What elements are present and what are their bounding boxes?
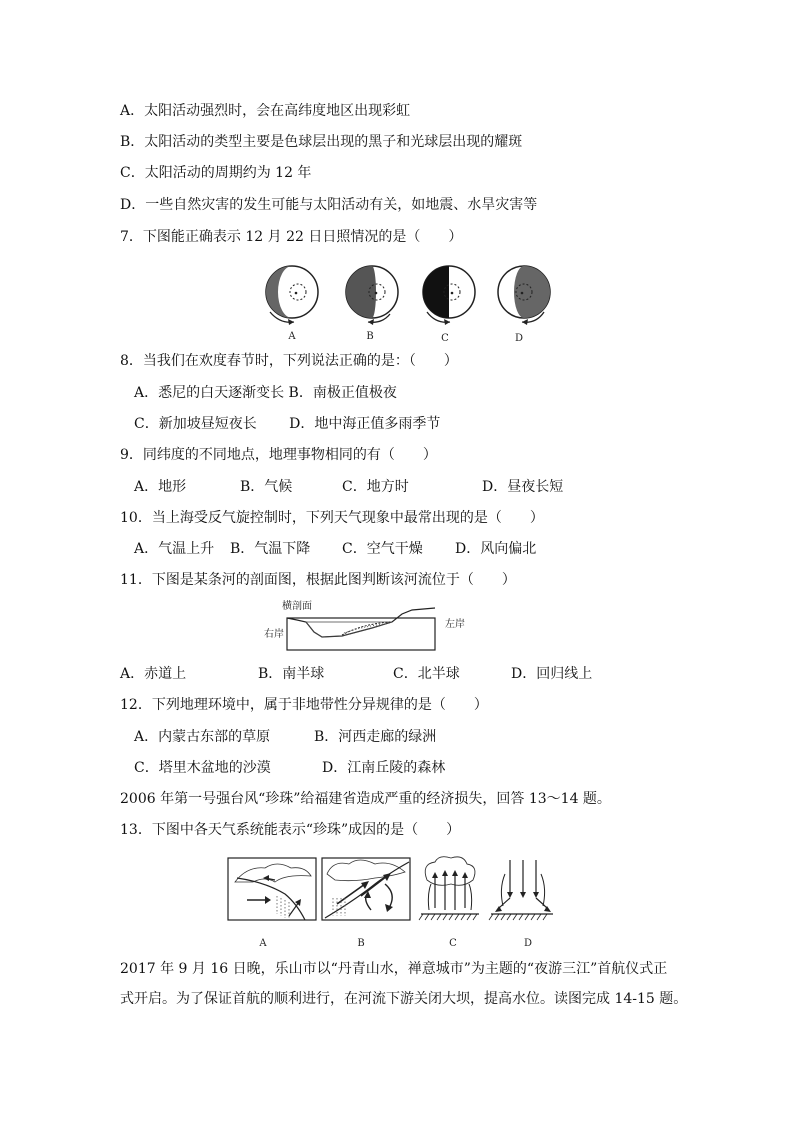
q12-option-c: C．塔里木盆地的沙漠 <box>134 760 271 776</box>
q13-figure <box>225 854 555 954</box>
q6-option-c: C．太阳活动的周期约为 12 年 <box>120 165 312 181</box>
q13-stem: 13．下图中各天气系统能表示“珍珠”成因的是（ ） <box>120 822 461 838</box>
intro-13-14: 2006 年第一号强台风“珍珠”给福建省造成严重的经济损失，回答 13～14 题。 <box>120 791 611 807</box>
q10-option-d: D．风向偏北 <box>455 541 537 557</box>
q6-option-d: D．一些自然灾害的发生可能与太阳活动有关，如地震、水旱灾害等 <box>120 197 538 213</box>
q13-panel-d <box>489 860 553 920</box>
q7-label-d: D <box>514 333 524 344</box>
intro-14-15-line1: 2017 年 9 月 16 日晚，乐山市以“丹青山水，禅意城市”为主题的“夜游三江”首航仪式正 <box>120 961 668 977</box>
q10-option-a: A．气温上升 <box>134 541 215 557</box>
q6-option-b: B．太阳活动的类型主要是色球层出现的黑子和光球层出现的耀斑 <box>120 134 523 150</box>
q9-option-b: B．气候 <box>240 479 293 495</box>
q13-panel-c <box>419 857 479 920</box>
q9-option-c: C．地方时 <box>342 479 409 495</box>
q13-label-c: C <box>449 938 457 949</box>
q11-label-right-bank: 右岸 <box>264 629 284 640</box>
q7-label-c: C <box>441 333 449 344</box>
q9-option-a: A．地形 <box>134 479 187 495</box>
q6-option-a: A．太阳活动强烈时，会在高纬度地区出现彩虹 <box>120 103 411 119</box>
q10-option-b: B．气温下降 <box>230 541 311 557</box>
q11-option-a: A．赤道上 <box>120 666 187 682</box>
q7-label-b: B <box>366 331 374 342</box>
q8-options-row2: C．新加坡昼短夜长 D．地中海正值多雨季节 <box>134 416 441 432</box>
q7-label-a: A <box>288 331 296 342</box>
q11-option-d: D．回归线上 <box>511 666 593 682</box>
q8-options-row1: A．悉尼的白天逐渐变长 B．南极正值极夜 <box>134 385 397 401</box>
q13-label-a: A <box>259 938 267 949</box>
intro-14-15-line2: 式开启。为了保证首航的顺利进行，在河流下游关闭大坝，提高水位。读图完成 14-15 题。 <box>120 991 688 1007</box>
q11-option-b: B．南半球 <box>258 666 325 682</box>
q13-panel-a <box>228 858 316 920</box>
q12-option-b: B．河西走廊的绿洲 <box>314 729 437 745</box>
q11-stem: 11．下图是某条河的剖面图，根据此图判断该河流位于（ ） <box>120 572 516 588</box>
q7-globe-c <box>423 266 475 325</box>
q10-option-c: C．空气干燥 <box>342 541 423 557</box>
q13-panel-b <box>322 858 410 920</box>
q7-globe-b <box>346 266 398 325</box>
q9-stem: 9．同纬度的不同地点，地理事物相同的有（ ） <box>120 447 437 463</box>
q7-stem: 7．下图能正确表示 12 月 22 日日照情况的是（ ） <box>120 229 463 245</box>
q7-figure <box>262 262 582 346</box>
q12-option-d: D．江南丘陵的森林 <box>322 760 446 776</box>
q11-option-c: C．北半球 <box>393 666 460 682</box>
q12-option-a: A．内蒙古东部的草原 <box>134 729 271 745</box>
q8-stem: 8．当我们在欢度春节时，下列说法正确的是：（ ） <box>120 353 458 369</box>
q11-label-section: 横剖面 <box>282 601 312 612</box>
q11-label-left-bank: 左岸 <box>445 619 465 630</box>
q12-stem: 12．下列地理环境中，属于非地带性分异规律的是（ ） <box>120 697 488 713</box>
q9-option-d: D．昼夜长短 <box>482 479 564 495</box>
q11-river-profile <box>262 600 472 660</box>
q7-globe-d <box>498 266 550 325</box>
q10-stem: 10．当上海受反气旋控制时，下列天气现象中最常出现的是（ ） <box>120 510 544 526</box>
q7-globe-a <box>266 266 318 325</box>
q13-label-d: D <box>523 938 533 949</box>
q13-label-b: B <box>357 938 365 949</box>
